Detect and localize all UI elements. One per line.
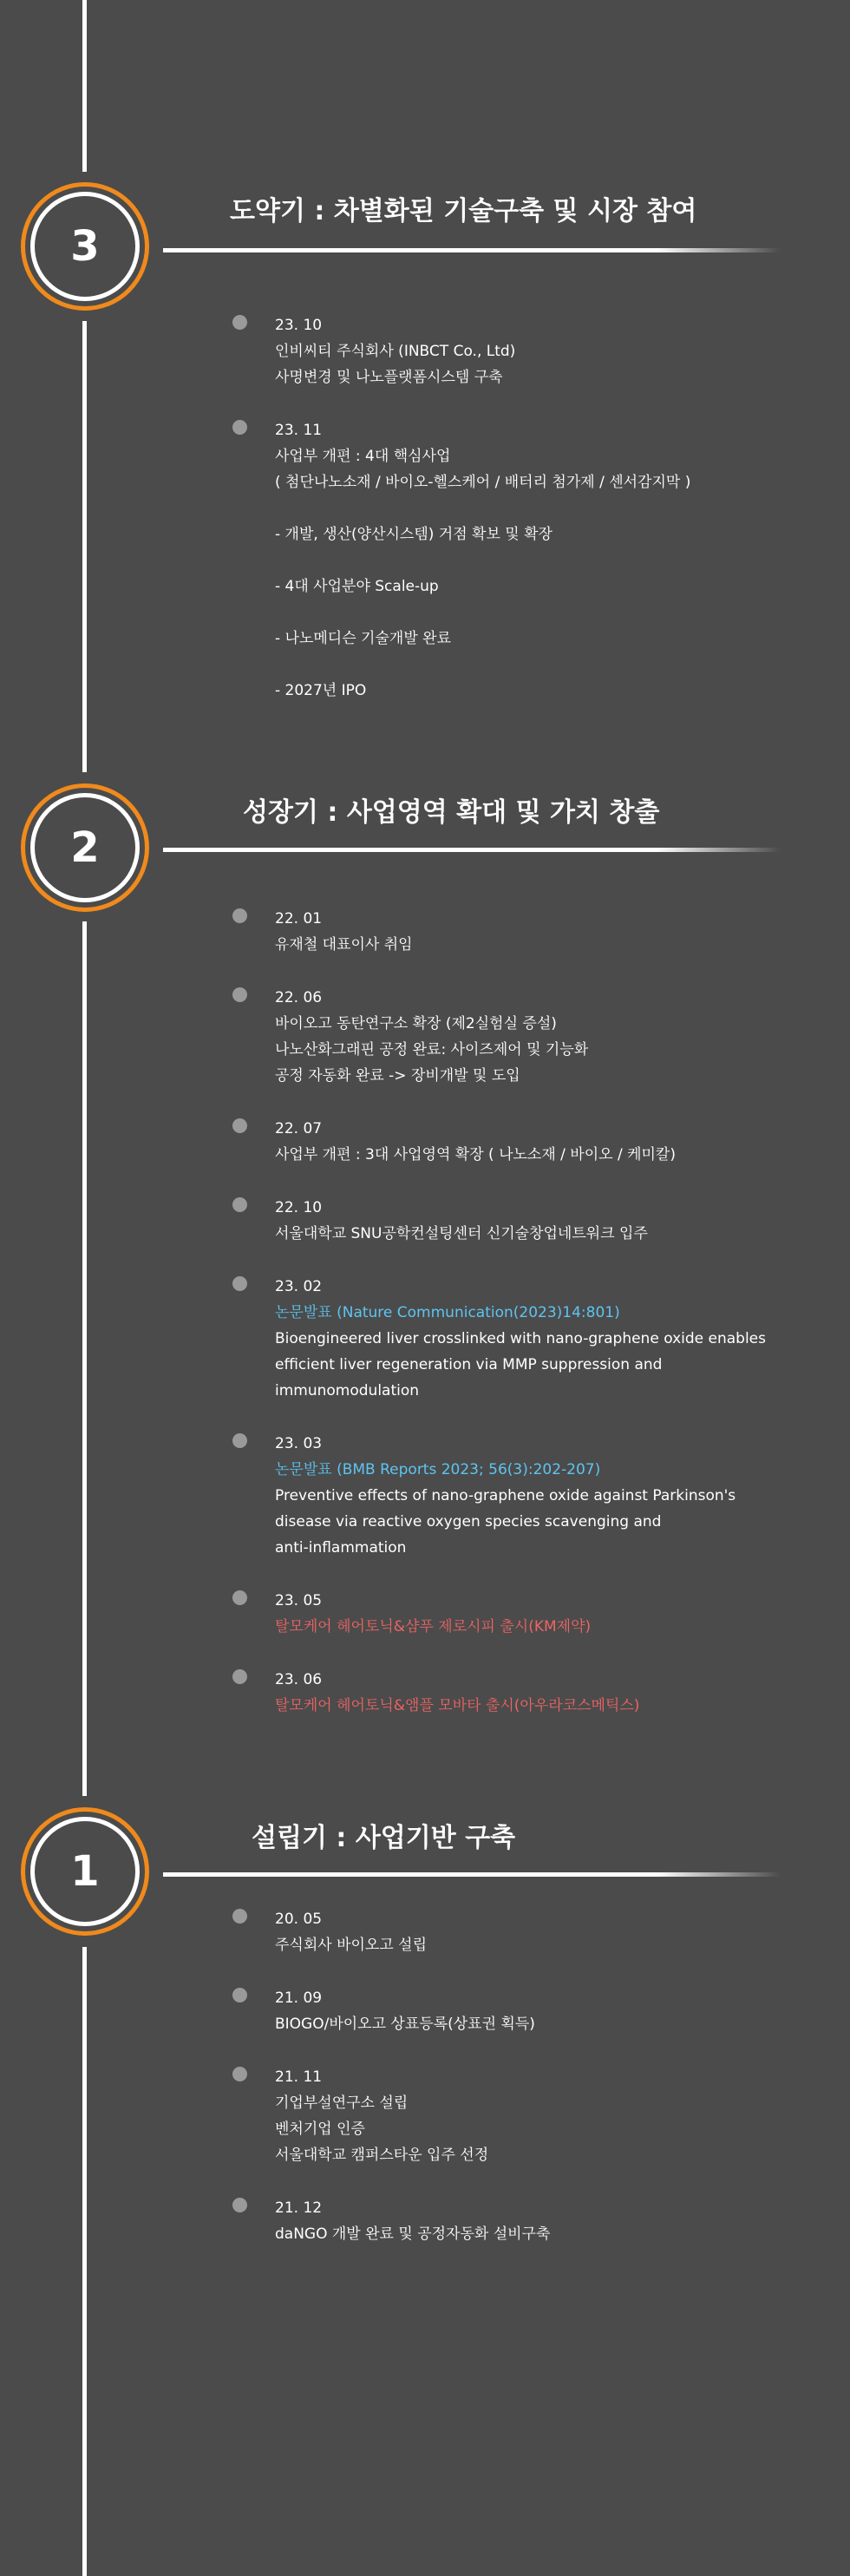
phase-3-badge	[21, 182, 149, 311]
event-text: efficient liver regeneration via MMP suppression and	[275, 1356, 663, 1373]
product-launch-text: 탈모케어 헤어토닉&앰플 모바타 출시(아우라코스메틱스)	[275, 1697, 640, 1714]
event-text: 바이오고 동탄연구소 확장 (제2실험실 증설)	[275, 1015, 557, 1032]
bullet-dot-icon	[232, 1433, 247, 1448]
event-date: 23. 06	[275, 1671, 323, 1688]
bullet-dot-icon	[232, 1909, 247, 1924]
phase-2-events	[241, 906, 814, 1746]
phase-number: 2	[30, 793, 140, 902]
event-text: immunomodulation	[275, 1382, 420, 1399]
bullet-dot-icon	[232, 420, 247, 435]
publication-link: 논문발표 (Nature Communication(2023)14:801)	[275, 1304, 620, 1321]
event-date: 23. 10	[275, 317, 323, 334]
bullet-dot-icon	[232, 2067, 247, 2081]
timeline-event	[241, 1588, 814, 1640]
event-text: - 개발, 생산(양산시스템) 거점 확보 및 확장	[275, 526, 552, 543]
event-text: 벤처기업 인증	[275, 2120, 365, 2138]
event-text: Bioengineered liver crosslinked with nano-graphene oxide enables	[275, 1330, 766, 1347]
event-text: 사업부 개편 : 3대 사업영역 확장 ( 나노소재 / 바이오 / 케미칼)	[275, 1146, 676, 1163]
publication-link: 논문발표 (BMB Reports 2023; 56(3):202-207)	[275, 1461, 601, 1478]
event-date: 21. 09	[275, 1989, 323, 2007]
phase-1-badge	[21, 1807, 149, 1936]
phase-2-badge	[21, 783, 149, 912]
timeline-event	[241, 312, 814, 390]
event-text: anti-inflammation	[275, 1539, 407, 1557]
event-text: - 2027년 IPO	[275, 682, 367, 699]
event-text: 인비씨티 주식회사 (INBCT Co., Ltd)	[275, 343, 516, 360]
phase-3-rule	[163, 248, 781, 252]
event-text: - 나노메디슨 기술개발 완료	[275, 630, 451, 647]
bullet-dot-icon	[232, 1276, 247, 1291]
bullet-dot-icon	[232, 1590, 247, 1605]
phase-2-rule	[163, 848, 781, 852]
timeline-event	[241, 2195, 814, 2247]
event-date: 22. 06	[275, 989, 323, 1006]
bullet-dot-icon	[232, 1118, 247, 1133]
line-spacer	[241, 600, 814, 626]
phase-number: 3	[30, 192, 140, 301]
event-text: 공정 자동화 완료 -> 장비개발 및 도입	[275, 1067, 520, 1085]
bullet-dot-icon	[232, 1669, 247, 1684]
event-date: 20. 05	[275, 1911, 323, 1928]
bullet-dot-icon	[232, 1988, 247, 2002]
event-text: BIOGO/바이오고 상표등록(상표권 획득)	[275, 2016, 535, 2033]
event-text: disease via reactive oxygen species scavenging and	[275, 1513, 662, 1531]
event-date: 23. 11	[275, 422, 323, 439]
line-spacer	[241, 547, 814, 574]
phase-2-title: 성장기 : 사업영역 확대 및 가치 창출	[243, 797, 660, 828]
event-date: 22. 01	[275, 910, 323, 927]
product-launch-text: 탈모케어 헤어토닉&샴푸 제로시피 출시(KM제약)	[275, 1618, 592, 1635]
bullet-dot-icon	[232, 2198, 247, 2212]
timeline-event	[241, 1985, 814, 2037]
event-text: 기업부설연구소 설립	[275, 2094, 409, 2112]
timeline-event	[241, 1431, 814, 1561]
event-date: 22. 10	[275, 1199, 323, 1216]
event-text: Preventive effects of nano-graphene oxide against Parkinson's	[275, 1487, 736, 1504]
timeline-event	[241, 1116, 814, 1168]
event-text: 사명변경 및 나노플랫폼시스템 구축	[275, 369, 503, 386]
line-spacer	[241, 495, 814, 521]
event-text: 주식회사 바이오고 설립	[275, 1937, 428, 1954]
event-date: 22. 07	[275, 1120, 323, 1137]
timeline-event	[241, 2064, 814, 2168]
event-text: - 4대 사업분야 Scale-up	[275, 578, 439, 595]
event-text: 사업부 개편 : 4대 핵심사업	[275, 448, 451, 465]
event-text: 유재철 대표이사 취임	[275, 936, 413, 954]
event-date: 21. 11	[275, 2068, 323, 2086]
timeline-event	[241, 1906, 814, 1958]
bullet-dot-icon	[232, 315, 247, 330]
event-date: 23. 02	[275, 1278, 323, 1295]
timeline-event	[241, 417, 814, 704]
event-text: 나노산화그래핀 공정 완료: 사이즈제어 및 기능화	[275, 1041, 589, 1059]
timeline-event	[241, 1274, 814, 1404]
timeline-line	[82, 321, 87, 772]
timeline-event	[241, 1667, 814, 1719]
timeline-line	[82, 0, 87, 172]
event-text: 서울대학교 SNU공학컨설팅센터 신기술창업네트워크 입주	[275, 1225, 648, 1242]
event-date: 23. 05	[275, 1592, 323, 1609]
event-date: 23. 03	[275, 1435, 323, 1452]
bullet-dot-icon	[232, 1197, 247, 1212]
bullet-dot-icon	[232, 908, 247, 923]
timeline-line	[82, 921, 87, 1796]
event-date: 21. 12	[275, 2199, 323, 2217]
timeline-line	[82, 1947, 87, 2576]
phase-number: 1	[30, 1817, 140, 1926]
timeline-event	[241, 985, 814, 1089]
phase-1-rule	[163, 1872, 781, 1877]
timeline-event	[241, 1195, 814, 1247]
phase-1-events	[241, 1906, 814, 2274]
phase-3-title: 도약기 : 차별화된 기술구축 및 시장 참여	[230, 196, 697, 226]
phase-3-events	[241, 312, 814, 731]
timeline-event	[241, 906, 814, 958]
event-text: 서울대학교 캠퍼스타운 입주 선정	[275, 2147, 489, 2164]
event-text: daNGO 개발 완료 및 공정자동화 설비구축	[275, 2225, 551, 2243]
phase-1-title: 설립기 : 사업기반 구축	[252, 1823, 516, 1853]
event-text: ( 첨단나노소재 / 바이오-헬스케어 / 배터리 첨가제 / 센서감지막 )	[275, 474, 691, 491]
bullet-dot-icon	[232, 987, 247, 1002]
line-spacer	[241, 652, 814, 678]
